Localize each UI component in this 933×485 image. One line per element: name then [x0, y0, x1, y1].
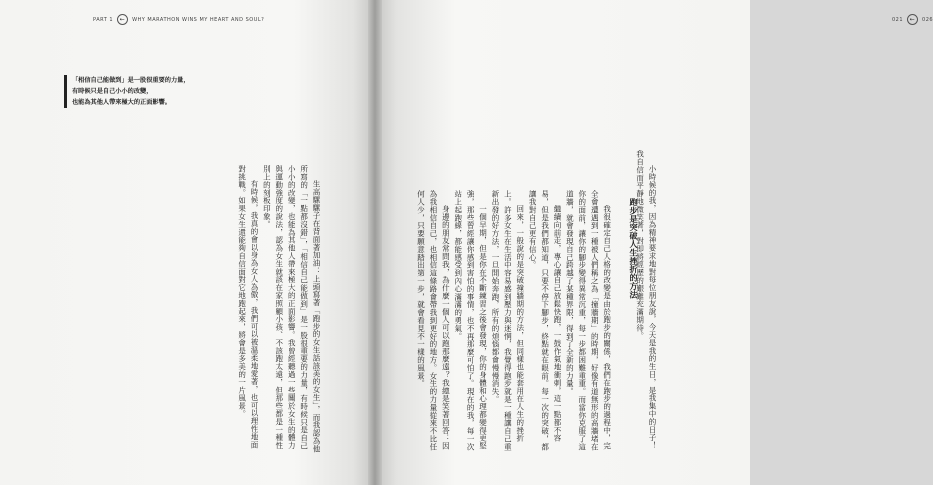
part-label: PART 1: [93, 16, 114, 23]
pull-quote-line: 「相信自己能做到」是一股很重要的力量，: [72, 77, 190, 84]
pull-quote: [64, 75, 242, 108]
arrow-left-icon: ←: [117, 14, 128, 25]
body-paragraph: 身邊的朋友常問我，為什麼一個人可以跑那麼遠？我總是笑著回答：因為我相信自己，也相信這條路會帶我到更好的地方。女生的力量從來不比任何人少，只要願意踏出第一步，就會看見不一樣的風景。: [416, 190, 451, 451]
right-running-head: [892, 14, 933, 25]
arrow-left-icon: ←: [907, 14, 918, 25]
body-paragraph: 回來，一般說的是突破撞牆期的方法，但同樣也能套用在人生的挫折上。許多女生在生活中容易感到壓力與迷惘，我覺得跑步就是一種讓自己重新出發的好方法，一旦開始奔跑，所有的煩惱都會慢慢消失。: [490, 190, 525, 451]
running-title: WHY MARATHON WINS MY HEART AND SOUL?: [132, 16, 265, 23]
right-body-text: [413, 190, 653, 452]
left-body-text: [210, 165, 322, 455]
body-paragraph: 一個早期，但是你在不斷練習之後會發現，你的身體和心理都變得更堅強，那些曾經讓你感到害怕的事情，也不再那麼可怕了。現在的我，每一次站上起跑線，都能感受到內心滿滿的勇氣。: [453, 190, 488, 451]
pull-quote-line: 有時候只是自己小小的改變，: [72, 88, 153, 95]
book-gutter: [368, 0, 382, 485]
left-running-head: [93, 14, 264, 25]
body-paragraph: 我很確定自己人格的改變是由於跑步的關係，我們在跑步的過程中，完全會遭遇到一種被人們稱之為「撞牆期」的時期，好像有道無形的高牆堵在你的面前，讓你的腳步變得異常沉重，每一步都困難重重。而當你克服了這道牆，就會發現自己跨越了某種界限，得到了全新的力量。: [565, 190, 612, 451]
intro-paragraph: 小時候的我，因為精神要求地對每位朋友說，今天是我的生日，是我集中的日子！我自信而平靜地微笑著，對即將經歷的艱難充滿期待。: [635, 150, 657, 450]
body-paragraph: 繼續向前走，專心讓自己放鬆快跑，一鼓作氣地衝刺，這一點都不容易，但是我們都知道，只要不停下腳步，終點就在眼前。每一次的突破，都讓我對自己更有信心。: [528, 190, 562, 451]
page-number-right: 026: [922, 16, 933, 23]
pull-quote-line: 也能為其他人帶來極大的正面影響。: [72, 99, 171, 106]
page-number-left: 021: [892, 16, 904, 23]
body-paragraph: 生高騾騾子在背面著加油：上頭寫著「跑步的女生話該美的女生」，而我認為他所寫的「一點都沒錯」，「相信自己能做到」是一股很重要的力量，有時候只是自己小小的改變，也能為其他人帶來極大的正面影響。我曾經聽過一些關於女生的體力與運動強度的說法，認為女生就該在家照顧小孩、不該跑太遠，但那些都是一種性別上的刻板印象。: [262, 165, 321, 453]
section-heading: 跑步是突破人生挫折的方法: [629, 198, 638, 299]
body-paragraph: 有時候，我真的會以身為女人為傲，我們可以被溫柔地愛著，也可以理性地面對挑戰。如果女生還能夠自信面對它地跑起來，將會是多美的一片風景。: [237, 165, 259, 449]
